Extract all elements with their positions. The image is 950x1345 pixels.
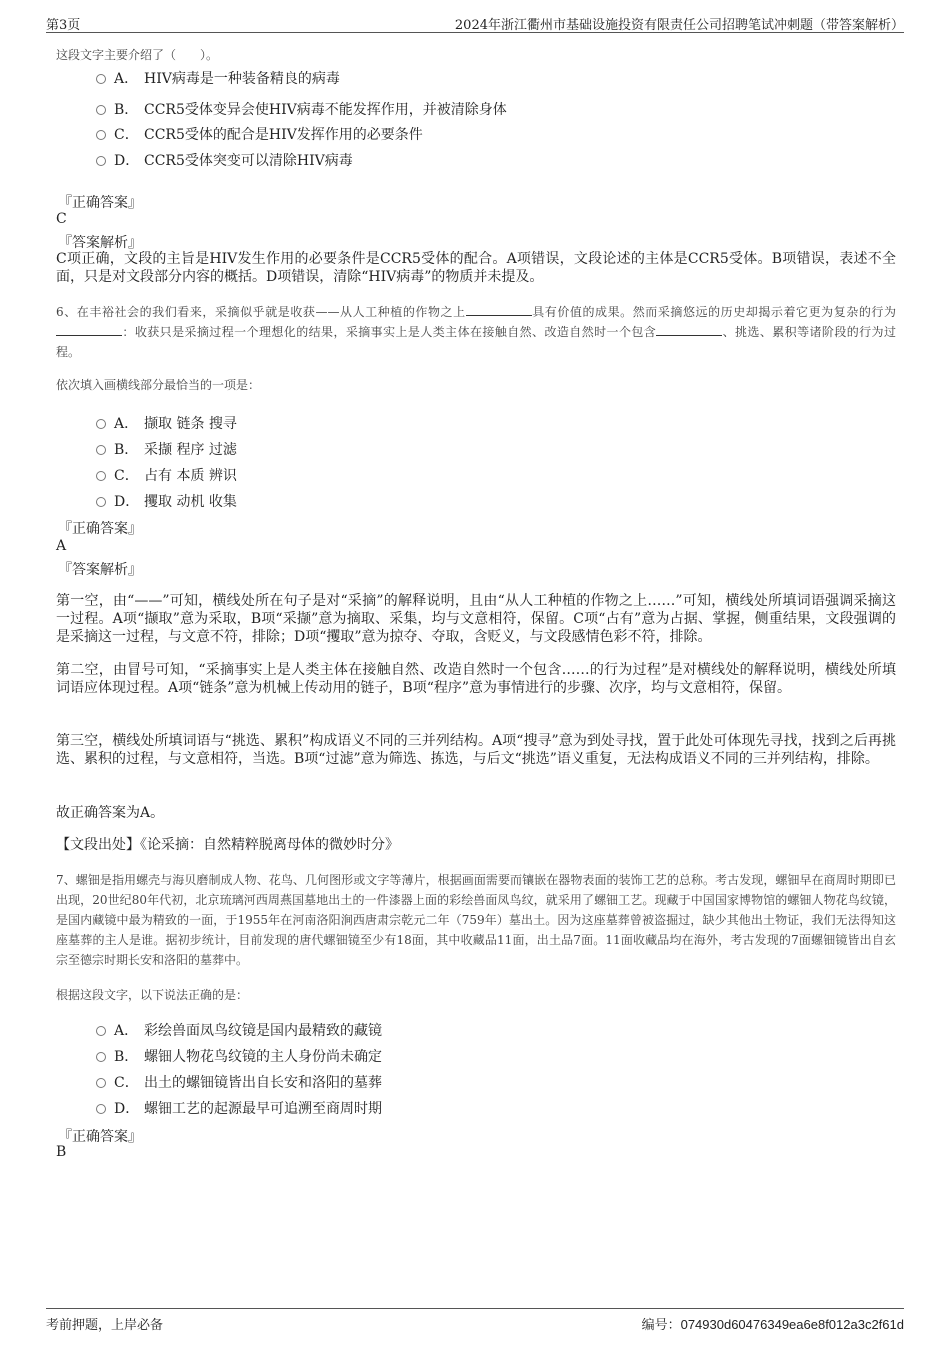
radio-icon[interactable] <box>96 105 106 115</box>
q5-option-d[interactable]: D． CCR5受体突变可以清除HIV病毒 <box>96 150 353 170</box>
q5-answer: C <box>56 211 67 227</box>
q6-analysis-label: 『答案解析』 <box>58 562 142 578</box>
q7-option-c[interactable]: C． 出土的螺钿镜皆出自长安和洛阳的墓葬 <box>96 1072 382 1092</box>
q5-answer-label: 『正确答案』 <box>58 195 142 211</box>
page-number: 第3页 <box>46 18 81 33</box>
q5-analysis: C项正确，文段的主旨是HIV发生作用的必要条件是CCR5受体的配合。A项错误，文段论述的主体是CCR5受体。B项错误，表述不全面，只是对文段部分内容的概括。D项错误，清除“HIV病毒”的物质并未提及。 <box>56 251 896 285</box>
page-footer <box>46 1308 904 1333</box>
q6-text: 6、在丰裕社会的我们看来，采摘似乎就是收获——从人工种植的作物之上 具有价值的成果。然而采摘悠远的历史却揭示着它更为复杂的行为：收获只是采摘过程一个理想化的结果，采摘事实上是人类主体在接触自然、改造自然时一个包含 、挑选、累积等诸阶段的行为过程。 <box>56 305 896 359</box>
q7-text: 7、螺钿是指用螺壳与海贝磨制成人物、花鸟、几何图形或文字等薄片，根据画面需要而镶嵌在器物表面的装饰工艺的总称。考古发现，螺钿早在商周时期即已出现，20世纪80年代初，北京琉璃河西周燕国墓地出土的一件漆器上面的彩绘兽面凤鸟纹，就采用了螺钿工艺。现藏于中国国家博物馆的螺钿人物花鸟纹镜，是国内藏镜中最为精致的一面，于1955年在河南洛阳涧西唐肃宗乾元二年（759年）墓出土。因为这座墓葬曾被盗掘过，缺少其他出土物证，我们无法得知这座墓葬的主人是谁。据初步统计，目前发现的唐代螺钿镜至少有18面，其中收藏品11面，出土品7面。11面收藏品均在海外，考古发现的7面螺钿镜皆出自玄宗至德宗时期长安和洛阳的墓葬中。 <box>56 873 896 967</box>
q7-answer-label: 『正确答案』 <box>58 1129 142 1145</box>
q6-option-b[interactable]: B． 采撷 程序 过滤 <box>96 439 237 459</box>
q6-stem: 依次填入画横线部分最恰当的一项是： <box>56 378 261 392</box>
radio-icon[interactable] <box>96 130 106 140</box>
q5-option-c[interactable]: C． CCR5受体的配合是HIV发挥作用的必要条件 <box>96 124 423 144</box>
q6-answer: A <box>56 538 67 554</box>
q7-option-d[interactable]: D． 螺钿工艺的起源最早可追溯至商周时期 <box>96 1098 382 1118</box>
radio-icon[interactable] <box>96 74 106 84</box>
q6-option-a[interactable]: A． 撷取 链条 搜寻 <box>96 413 237 433</box>
q6-source: 【文段出处】《论采摘：自然精粹脱离母体的微妙时分》 <box>56 837 399 853</box>
radio-icon[interactable] <box>96 1052 106 1062</box>
document-title: 2024年浙江衢州市基础设施投资有限责任公司招聘笔试冲刺题（带答案解析） <box>454 18 904 33</box>
q5-stem: 这段文字主要介绍了（ ）。 <box>56 48 219 62</box>
q7-stem: 根据这段文字，以下说法正确的是： <box>56 988 249 1002</box>
q6-option-d[interactable]: D． 攫取 动机 收集 <box>96 491 237 511</box>
q7-option-b[interactable]: B． 螺钿人物花鸟纹镜的主人身份尚未确定 <box>96 1046 382 1066</box>
blank-2[interactable] <box>56 323 122 336</box>
q5-option-a[interactable]: A． HIV病毒是一种装备精良的病毒 <box>96 68 340 88</box>
radio-icon[interactable] <box>96 419 106 429</box>
q5-analysis-label: 『答案解析』 <box>58 235 142 251</box>
q5-option-b[interactable]: B． CCR5受体变异会使HIV病毒不能发挥作用，并被清除身体 <box>96 99 507 119</box>
radio-icon[interactable] <box>96 497 106 507</box>
radio-icon[interactable] <box>96 1026 106 1036</box>
q7-answer: B <box>56 1144 67 1160</box>
q6-analysis-p1: 第一空，由“——”可知，横线处所在句子是对“采摘”的解释说明，且由“从人工种植的作物之上……”可知，横线处所填词语强调采摘这一过程。A项“撷取”意为采取，B项“采撷”意为摘取、采集，均与文意相符，保留。C项“占有”意为占据、掌握，侧重结果，文段强调的是采摘这一过程，与文意不符，排除；D项“攫取”意为掠夺、夺取，含贬义，与文段感情色彩不符，排除。 <box>56 593 896 645</box>
radio-icon[interactable] <box>96 1104 106 1114</box>
q6-option-c[interactable]: C． 占有 本质 辨识 <box>96 465 237 485</box>
q7-option-a[interactable]: A． 彩绘兽面凤鸟纹镜是国内最精致的藏镜 <box>96 1020 382 1040</box>
radio-icon[interactable] <box>96 471 106 481</box>
blank-3[interactable] <box>656 323 722 336</box>
radio-icon[interactable] <box>96 156 106 166</box>
q6-analysis-p2: 第二空，由冒号可知，“采摘事实上是人类主体在接触自然、改造自然时一个包含……的行为过程”是对横线处的解释说明，横线处所填词语应体现过程。A项“链条”意为机械上传动用的链子，B项“程序”意为事情进行的步骤、次序，均与文意相符，保留。 <box>56 662 896 696</box>
footer-slogan: 考前押题，上岸必备 <box>46 1318 164 1333</box>
page-header <box>46 14 904 33</box>
blank-1[interactable] <box>466 303 532 316</box>
radio-icon[interactable] <box>96 1078 106 1088</box>
q6-answer-label: 『正确答案』 <box>58 521 142 537</box>
document-code: 编号：074930d60476349ea6e8f012a3c2f61d <box>641 1317 904 1333</box>
q6-conclusion: 故正确答案为A。 <box>56 805 165 821</box>
radio-icon[interactable] <box>96 445 106 455</box>
q6-analysis-p3: 第三空，横线处所填词语与“挑选、累积”构成语义不同的三并列结构。A项“搜寻”意为到处寻找，置于此处可体现先寻找，找到之后再挑选、累积的过程，与文意相符，当选。B项“过滤”意为筛选、拣选，与后文“挑选”语义重复，无法构成语义不同的三并列结构，排除。 <box>56 733 896 767</box>
